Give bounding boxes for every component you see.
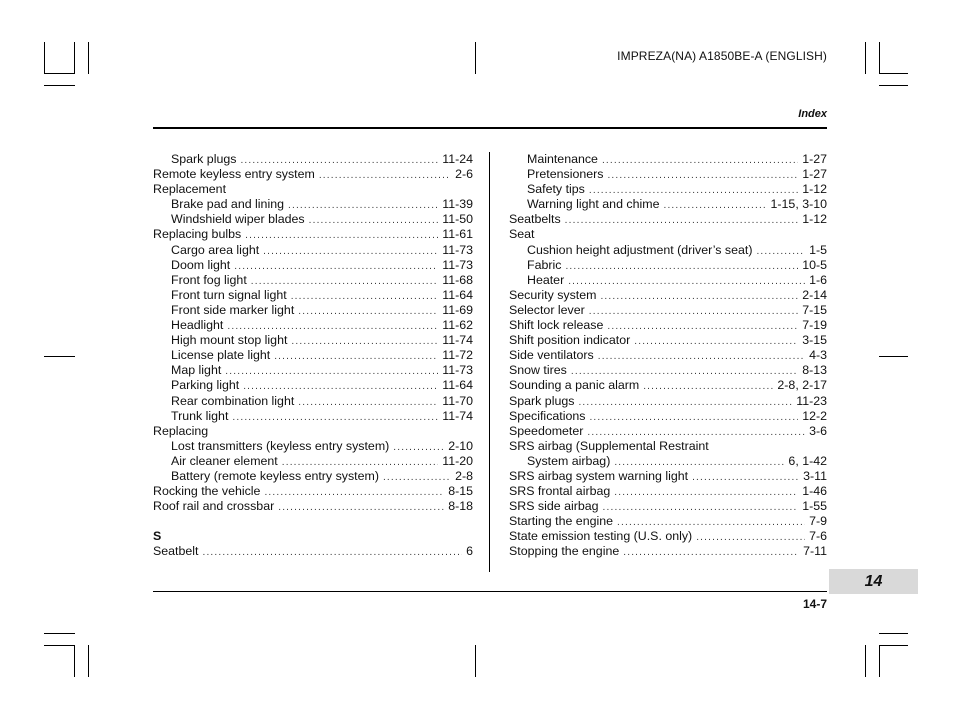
entry-term: Replacing	[153, 423, 209, 438]
entry-page: 11-62	[442, 318, 473, 333]
entry-term: Rear combination light	[171, 393, 295, 408]
entry-page: 3-11	[803, 468, 827, 483]
crop-mark	[879, 42, 880, 74]
index-entry	[509, 212, 827, 227]
entry-term: Doom light	[171, 257, 231, 272]
index-entry	[509, 454, 827, 469]
entry-page: 4-3	[809, 348, 827, 363]
dot-leader	[643, 379, 773, 394]
dot-leader	[227, 319, 438, 334]
index-entry	[509, 363, 827, 378]
dot-leader	[568, 274, 805, 289]
entry-term: Spark plugs	[509, 393, 575, 408]
index-entry	[153, 318, 473, 333]
index-entry	[153, 394, 473, 409]
dot-leader	[282, 455, 438, 470]
document-title: IMPREZA(NA) A1850BE-A (ENGLISH)	[617, 49, 827, 63]
index-entry	[509, 529, 827, 544]
entry-page: 11-69	[442, 302, 473, 317]
entry-page: 1-55	[802, 499, 827, 514]
index-entry	[509, 469, 827, 484]
index-entry	[509, 424, 827, 439]
dot-leader	[589, 304, 798, 319]
crop-mark	[44, 356, 75, 357]
dot-leader	[291, 289, 439, 304]
dot-leader	[617, 515, 805, 530]
entry-page: 11-24	[442, 152, 473, 166]
index-entry	[153, 212, 473, 227]
dot-leader	[383, 470, 451, 485]
entry-page: 11-50	[442, 212, 473, 227]
entry-term: Warning light and chime	[527, 197, 660, 212]
dot-leader	[274, 349, 438, 364]
index-entry	[509, 499, 827, 514]
dot-leader	[603, 500, 799, 515]
entry-term: Spark plugs	[171, 152, 237, 166]
index-entry	[509, 258, 827, 273]
index-entry	[153, 409, 473, 424]
dot-leader	[692, 470, 799, 485]
index-entry	[153, 167, 473, 182]
entry-term: Headlight	[171, 318, 224, 333]
entry-term: Speedometer	[509, 423, 584, 438]
entry-page: 10-5	[802, 257, 827, 272]
index-entry	[153, 258, 473, 273]
index-entry	[153, 227, 473, 242]
entry-page: 7-15	[802, 302, 827, 317]
crop-mark	[88, 645, 89, 677]
entry-term: Security system	[509, 287, 597, 302]
index-entry	[153, 348, 473, 363]
index-entry	[509, 318, 827, 333]
dot-leader	[565, 213, 799, 228]
entry-term: Rocking the vehicle	[153, 484, 261, 499]
entry-term: Trunk light	[171, 408, 229, 423]
entry-term: Replacing bulbs	[153, 227, 242, 242]
entry-term: Sounding a panic alarm	[509, 378, 640, 393]
index-entry	[153, 469, 473, 484]
dot-leader	[288, 198, 438, 213]
entry-term: Lost transmitters (keyless entry system)	[171, 438, 390, 453]
index-entry	[153, 499, 473, 514]
index-entry	[153, 243, 473, 258]
dot-leader	[756, 244, 805, 259]
entry-page: 7-6	[809, 529, 827, 544]
entry-term: Heater	[527, 272, 565, 287]
crop-mark	[879, 633, 908, 634]
index-entry	[509, 303, 827, 318]
entry-term: Shift position indicator	[509, 333, 631, 348]
dot-leader	[263, 244, 438, 259]
dot-leader	[589, 410, 798, 425]
index-column-right	[509, 152, 827, 560]
index-entry	[509, 544, 827, 559]
dot-leader	[240, 153, 438, 168]
crop-mark	[865, 42, 866, 74]
entry-page: 11-68	[442, 272, 473, 287]
entry-term: High mount stop light	[171, 333, 288, 348]
dot-leader	[232, 410, 438, 425]
dot-leader	[243, 379, 438, 394]
entry-term: Front turn signal light	[171, 287, 287, 302]
crop-mark	[44, 85, 75, 86]
chapter-tab: 14	[829, 569, 918, 594]
index-entry	[153, 333, 473, 348]
dot-leader	[602, 153, 798, 168]
entry-page: 1-12	[802, 212, 827, 227]
crop-mark	[879, 645, 880, 677]
crop-mark	[879, 73, 908, 74]
entry-page: 1-6	[809, 272, 827, 287]
index-entry	[509, 182, 827, 197]
crop-mark	[879, 85, 908, 86]
entry-page: 2-8	[455, 468, 473, 483]
entry-term: Safety tips	[527, 182, 585, 197]
index-entry	[153, 484, 473, 499]
entry-page: 1-12	[802, 182, 827, 197]
dot-leader	[278, 500, 444, 515]
index-entry	[153, 378, 473, 393]
dot-leader	[663, 198, 766, 213]
entry-page: 1-5	[809, 242, 827, 257]
dot-leader	[309, 213, 439, 228]
crop-mark	[475, 42, 476, 74]
index-entry	[509, 152, 827, 167]
crop-mark	[865, 645, 866, 677]
entry-term: Side ventilators	[509, 348, 594, 363]
dot-leader	[634, 334, 798, 349]
index-entry	[153, 439, 473, 454]
entry-page: 8-15	[448, 484, 473, 499]
index-column-left	[153, 152, 473, 560]
dot-leader	[202, 545, 462, 560]
entry-term: Roof rail and crossbar	[153, 499, 275, 514]
index-entry	[153, 273, 473, 288]
entry-page: 1-46	[802, 484, 827, 499]
dot-leader	[251, 274, 438, 289]
index-entry	[153, 303, 473, 318]
entry-term: Pretensioners	[527, 167, 604, 182]
column-divider	[489, 152, 490, 572]
entry-term: Map light	[171, 363, 222, 378]
dot-leader	[598, 349, 805, 364]
dot-leader	[245, 228, 438, 243]
index-entry	[509, 197, 827, 212]
dot-leader	[614, 455, 784, 470]
dot-leader	[234, 259, 438, 274]
entry-page: 6	[466, 544, 473, 559]
crop-mark	[44, 645, 75, 646]
index-entry	[153, 152, 473, 167]
index-entry	[153, 197, 473, 212]
entry-term: Snow tires	[509, 363, 567, 378]
index-entry	[153, 363, 473, 378]
entry-page: 2-10	[448, 438, 473, 453]
entry-term: Remote keyless entry system	[153, 167, 315, 182]
dot-leader	[319, 168, 451, 183]
entry-term: SRS airbag system warning light	[509, 468, 689, 483]
index-entry	[153, 544, 473, 559]
entry-page: 3-6	[809, 423, 827, 438]
entry-term: Seatbelt	[153, 544, 199, 559]
spacer	[153, 514, 473, 529]
entry-term: Specifications	[509, 408, 586, 423]
index-entry	[153, 424, 473, 439]
entry-term: Battery (remote keyless entry system)	[171, 468, 379, 483]
index-entry	[509, 394, 827, 409]
entry-page: 11-64	[442, 378, 473, 393]
dot-leader	[291, 334, 438, 349]
index-entry	[509, 167, 827, 182]
index-letter-heading: S	[153, 529, 162, 544]
entry-page: 12-2	[802, 408, 827, 423]
entry-term: SRS frontal airbag	[509, 484, 611, 499]
crop-mark	[88, 42, 89, 74]
entry-page: 2-8, 2-17	[777, 378, 827, 393]
crop-mark	[44, 42, 45, 74]
entry-page: 11-73	[442, 363, 473, 378]
dot-leader	[571, 364, 798, 379]
index-entry	[509, 484, 827, 499]
index-entry	[509, 514, 827, 529]
entry-page: 2-14	[802, 287, 827, 302]
entry-term: Cushion height adjustment (driver’s seat)	[527, 242, 753, 257]
index-entry	[509, 348, 827, 363]
entry-term: Stopping the engine	[509, 544, 620, 559]
dot-leader	[607, 319, 798, 334]
entry-page: 2-6	[455, 167, 473, 182]
entry-term: License plate light	[171, 348, 271, 363]
entry-term: Selector lever	[509, 302, 585, 317]
entry-page: 11-74	[442, 333, 473, 348]
entry-term: Starting the engine	[509, 514, 614, 529]
crop-mark	[74, 645, 75, 677]
entry-term: Seat	[509, 227, 535, 242]
dot-leader	[696, 530, 805, 545]
index-entry	[509, 378, 827, 393]
dot-leader	[393, 440, 444, 455]
entry-page: 11-74	[442, 408, 473, 423]
dot-leader	[578, 395, 792, 410]
entry-term: Air cleaner element	[171, 453, 278, 468]
entry-page: 1-15, 3-10	[770, 197, 827, 212]
crop-mark	[879, 356, 908, 357]
index-entry	[509, 288, 827, 303]
entry-term: System airbag)	[527, 453, 611, 468]
dot-leader	[298, 395, 438, 410]
entry-term: Windshield wiper blades	[171, 212, 305, 227]
entry-page: 3-15	[802, 333, 827, 348]
entry-page: 11-73	[442, 257, 473, 272]
entry-page: 11-39	[442, 197, 473, 212]
entry-page: 11-61	[442, 227, 473, 242]
crop-mark	[879, 645, 908, 646]
entry-page: 1-27	[802, 152, 827, 166]
entry-term: Cargo area light	[171, 242, 260, 257]
entry-term: Front side marker light	[171, 302, 295, 317]
crop-mark	[74, 42, 75, 74]
dot-leader	[614, 485, 798, 500]
entry-term: Fabric	[527, 257, 562, 272]
index-entry	[509, 273, 827, 288]
dot-leader	[225, 364, 438, 379]
dot-leader	[607, 168, 798, 183]
dot-leader	[298, 304, 438, 319]
entry-term: SRS side airbag	[509, 499, 599, 514]
header-rule	[153, 127, 827, 129]
index-entry	[509, 409, 827, 424]
index-entry	[509, 439, 827, 454]
dot-leader	[600, 289, 798, 304]
dot-leader	[587, 425, 805, 440]
index-entry	[153, 182, 473, 197]
index-entry	[509, 243, 827, 258]
page-number: 14-7	[802, 597, 827, 611]
entry-term: SRS airbag (Supplemental Restraint	[509, 438, 709, 453]
section-heading: Index	[798, 108, 827, 120]
crop-mark	[475, 645, 476, 677]
entry-term: Brake pad and lining	[171, 197, 284, 212]
crop-mark	[44, 73, 75, 74]
entry-term: State emission testing (U.S. only)	[509, 529, 693, 544]
entry-page: 7-19	[802, 318, 827, 333]
dot-leader	[565, 259, 798, 274]
entry-page: 11-73	[442, 242, 473, 257]
crop-mark	[44, 633, 75, 634]
entry-term: Maintenance	[527, 152, 598, 166]
entry-page: 8-18	[448, 499, 473, 514]
index-entry	[509, 333, 827, 348]
dot-leader	[589, 183, 798, 198]
footer-rule	[153, 591, 827, 592]
dot-leader	[623, 545, 799, 560]
entry-page: 8-13	[802, 363, 827, 378]
index-entry	[153, 454, 473, 469]
entry-page: 11-72	[442, 348, 473, 363]
entry-page: 7-11	[803, 544, 827, 559]
entry-page: 11-23	[796, 393, 827, 408]
entry-page: 6, 1-42	[788, 453, 827, 468]
entry-page: 11-64	[442, 287, 473, 302]
entry-page: 7-9	[809, 514, 827, 529]
entry-page: 11-70	[442, 393, 473, 408]
index-entry	[509, 227, 827, 242]
dot-leader	[264, 485, 444, 500]
entry-term: Shift lock release	[509, 318, 604, 333]
entry-term: Front fog light	[171, 272, 247, 287]
index-entry	[153, 288, 473, 303]
entry-term: Replacement	[153, 182, 227, 197]
entry-term: Parking light	[171, 378, 240, 393]
entry-term: Seatbelts	[509, 212, 561, 227]
entry-page: 11-20	[442, 453, 473, 468]
entry-page: 1-27	[802, 167, 827, 182]
